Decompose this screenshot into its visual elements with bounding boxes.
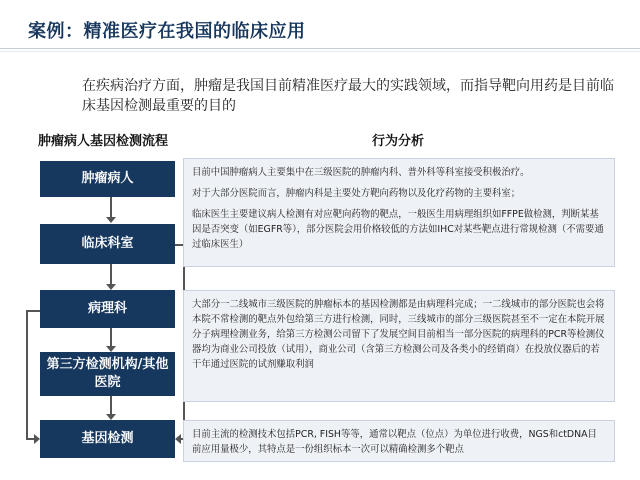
bypass-bracket-top bbox=[26, 310, 40, 312]
analysis-box-gene-test bbox=[183, 420, 615, 462]
arrow-right-icon bbox=[34, 434, 40, 444]
analysis-heading: 行为分析 bbox=[372, 134, 425, 149]
flow-heading: 肿瘤病人基因检测流程 bbox=[38, 134, 169, 149]
page-title: 案例：精准医疗在我国的临床应用 bbox=[28, 21, 306, 42]
title-bar bbox=[0, 0, 640, 56]
bypass-bracket-left bbox=[26, 310, 28, 440]
analysis-line: 目前主流的检测技术包括PCR, FISH等等，通常以靶点（位点）为单位进行收费，NGS和ctDNA目前应用量极少，其特点是一份组织标本一次可以精确检测多个靶点 bbox=[192, 429, 597, 455]
flow-step-pathology: 病理科 bbox=[40, 290, 175, 328]
arrow-left-icon bbox=[175, 434, 181, 444]
analysis-line: 对于大部分医院而言，肿瘤内科是主要处方靶向药物以及化疗药物的主要科室； bbox=[192, 188, 521, 199]
flow-connector bbox=[110, 197, 112, 217]
analysis-line: 临床医生主要建议病人检测有对应靶向药物的靶点，一般医生用病理组织如FFPE做检测，判断某基因是否突变（如EGFR等），部分医院会用价格较低的方法如IHC对某些靶点进行常规检测（不需要通过临床医生） bbox=[192, 209, 604, 250]
flow-step-gene-test: 基因检测 bbox=[40, 420, 175, 458]
analysis-box-pathology bbox=[183, 290, 615, 402]
analysis-box-clinical bbox=[183, 158, 615, 267]
title-divider bbox=[0, 48, 640, 49]
intro-text: 在疾病治疗方面，肿瘤是我国目前精准医疗最大的实践领域，而指导靶向用药是目前临床基因检测最重要的目的 bbox=[82, 78, 614, 114]
title-divider-light bbox=[0, 51, 640, 52]
flow-step-clinical-dept: 临床科室 bbox=[40, 224, 175, 264]
flow-connector bbox=[110, 264, 112, 284]
flow-connector bbox=[110, 396, 112, 414]
analysis-line: 目前中国肿瘤病人主要集中在三级医院的肿瘤内科、普外科等科室接受积极治疗。 bbox=[192, 167, 530, 178]
flow-connector bbox=[110, 328, 112, 346]
flow-step-patient: 肿瘤病人 bbox=[40, 161, 175, 197]
flow-step-third-party: 第三方检测机构/其他医院 bbox=[40, 352, 175, 396]
arrow-down-icon bbox=[106, 217, 116, 223]
analysis-line: 大部分一二线城市三级医院的肿瘤标本的基因检测都是由病理科完成；一二线城市的部分医院也会将本院不常检测的靶点外包给第三方进行检测，同时，三线城市的部分三级医院甚至不一定在本院开展分子病理检测业务，给第三方检测公司留下了发展空间目前相当一部分医院的病理科的PCR等检测仪器均为商业公司投放（试用），商业公司（含第三方检测公司及各类小的经销商）在投放仪器后的若干年通过医院的试剂赚取利润 bbox=[192, 299, 605, 370]
